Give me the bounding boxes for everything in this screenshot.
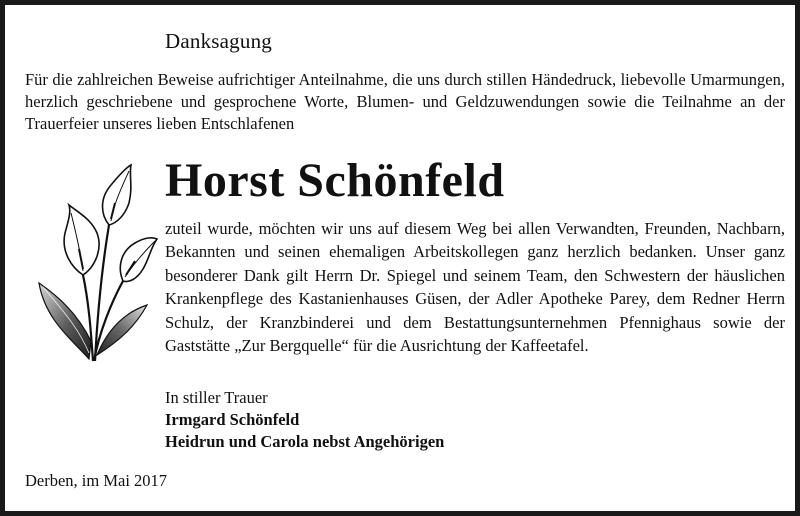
heading: Danksagung — [165, 29, 272, 53]
intro-paragraph: Für die zahlreichen Beweise aufrichtiger Anteilnahme, die uns durch stillen Händedruck, liebevolle Umarmungen, herzlich geschriebene und gesprochene Worte, Blumen- und Geldzuwendungen sowie die Teilnahme an der Trauerfeier unseres lieben Entschlafenen — [25, 70, 785, 133]
deceased-name: Horst Schönfeld — [165, 154, 505, 207]
signoff-intro: In stiller Trauer — [165, 388, 268, 407]
thanks-paragraph: zuteil wurde, möchten wir uns auf diesem Weg bei allen Verwandten, Freunden, Nachbarn, Bekannten und seinen ehemaligen Arbeitskollegen ganz herzlich bedanken. Unser ganz besonderer Dank gilt Herrn Dr. Spiegel und seinem Team, den Schwestern der häuslichen Krankenpflege des Kastanienhauses Güsen, der Adler Apotheke Parey, dem Redner Herrn Schulz, der Kranzbinderei und dem Bestattungsunternehmen Pfennighaus sowie der Gaststätte „Zur Bergquelle“ für die Ausrichtung der Kaffeetafel. — [165, 219, 785, 356]
signoff — [165, 387, 444, 453]
place-date: Derben, im Mai 2017 — [25, 471, 168, 490]
calla-lily-icon — [31, 163, 159, 363]
mourner-name: Heidrun und Carola nebst Angehörigen — [165, 432, 445, 451]
mourner-name: Irmgard Schönfeld — [165, 410, 300, 429]
